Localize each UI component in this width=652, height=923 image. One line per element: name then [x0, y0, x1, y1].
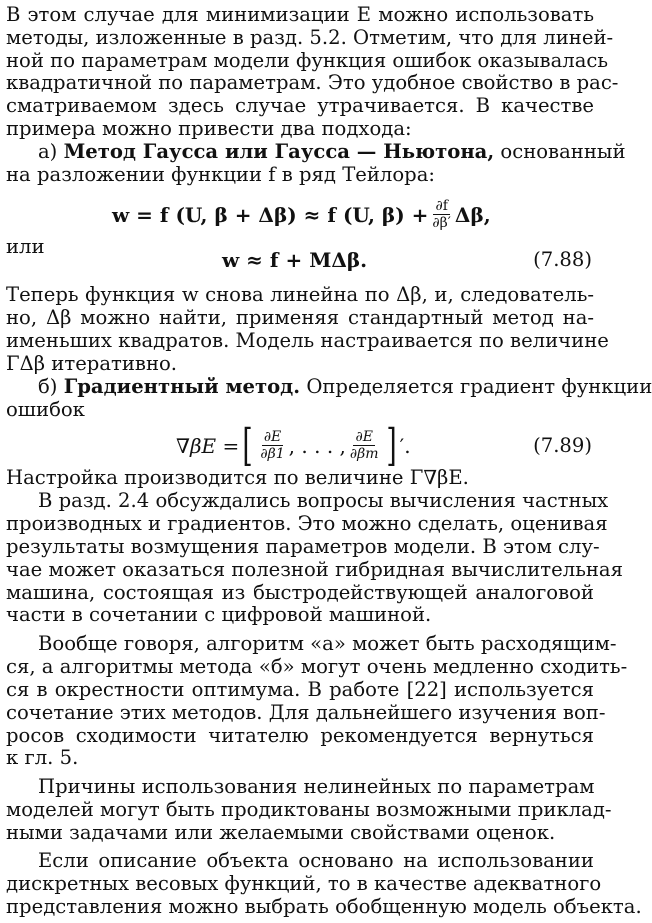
text-line: чае может оказаться полезной гибридная вычислительная	[6, 557, 623, 581]
text-line: к гл. 5.	[6, 746, 79, 770]
text-line: или	[6, 234, 45, 258]
equation-7-88	[0, 235, 600, 285]
eq-dots: , . . . ,	[288, 433, 346, 458]
text-line: представления можно выбрать обобщенную модель объекта.	[6, 895, 642, 919]
eq-lhs: ∇βE =	[176, 433, 240, 458]
text-line: части в сочетании с цифровой машиной.	[6, 603, 432, 627]
text-line: дискретных весовых функций, то в качестве адекватного	[6, 872, 602, 896]
eq-frac-num: ∂f	[435, 198, 448, 215]
text-line: Если описание объекта основано на использовании	[38, 849, 594, 873]
text-line: методы, изложенные в разд. 5.2. Отметим, что для линей-	[6, 25, 614, 49]
text-line: росов сходимости читателю рекомендуется вернуться	[6, 723, 594, 747]
method-b-heading: б) Градиентный метод. Определяется градиент функции	[38, 374, 652, 398]
text-line: ΓΔβ итеративно.	[6, 351, 178, 375]
equation-number: (7.88)	[533, 248, 592, 272]
text-line: ошибок	[6, 397, 85, 421]
eq-frac-num: ∂E	[263, 429, 282, 446]
text-line: ными задачами или желаемыми свойствами оценок.	[6, 820, 556, 844]
text-line: но, Δβ можно найти, применяя стандартный метод на-	[6, 306, 594, 329]
text-line: сочетание этих методов. Для дальнейшего изучения воп-	[6, 700, 606, 724]
text-line: ной по параметрам модели функция ошибок оказывалась	[6, 48, 609, 72]
eq-frac-den: ∂β1	[260, 446, 285, 463]
text-line: Причины использования нелинейных по параметрам	[38, 775, 595, 799]
text-line: результаты возмущения параметров модели. В этом слу-	[6, 534, 600, 558]
text-line: именьших квадратов. Модель настраивается по величине	[6, 328, 609, 352]
equation-number: (7.89)	[533, 434, 592, 458]
text-line: примера можно привести два подхода:	[6, 117, 412, 141]
text-line: сматриваемом здесь случае утрачивается. В качестве	[6, 94, 594, 118]
text-line: В этом случае для минимизации E можно использовать	[6, 2, 594, 26]
text-line: производных и градиентов. Это можно сделать, оценивая	[6, 511, 608, 535]
equation-7-89: ∇βE = [ $\frac{\partial E}{\partial\beta 1}$ , . . . , $\frac{\partial E}{\partial\beta m}$ ] ′. (7.89)	[0, 416, 600, 476]
eq-frac-den: ∂βm	[349, 446, 379, 463]
text-line: на разложении функции f в ряд Тейлора:	[6, 163, 435, 187]
eq-rhs: Δβ,	[454, 202, 491, 227]
text-line: В разд. 2.4 обсуждались вопросы вычисления частных	[38, 489, 609, 513]
eq-frac-den: ∂β′	[432, 215, 451, 232]
eq-lhs: w = f (U, β + Δβ) ≈ f (U, β) +	[112, 202, 429, 227]
text-line: Теперь функция w снова линейна по Δβ, и, следователь-	[6, 283, 594, 307]
method-a-heading: а) Метод Гаусса или Гаусса — Ньютона, основанный	[38, 140, 626, 164]
text-line: ся в окрестности оптимума. В работе [22] используется	[6, 677, 594, 701]
eq-frac-num: ∂E	[355, 429, 373, 446]
text-line: ся, а алгоритмы метода «б» могут очень медленно сходить-	[6, 654, 628, 678]
text-line: Вообще говоря, алгоритм «а» может быть расходящим-	[38, 632, 617, 656]
text-line: квадратичной по параметрам. Это удобное свойство в рас-	[6, 71, 619, 95]
text-line: моделей могут быть продиктованы возможными приклад-	[6, 797, 612, 821]
text-line: Настройка производится по величине Γ∇βE.	[6, 466, 469, 490]
text-line: машина, состоящая из быстродействующей аналоговой	[6, 580, 594, 604]
eq-body: w ≈ f + MΔβ.	[222, 247, 368, 272]
